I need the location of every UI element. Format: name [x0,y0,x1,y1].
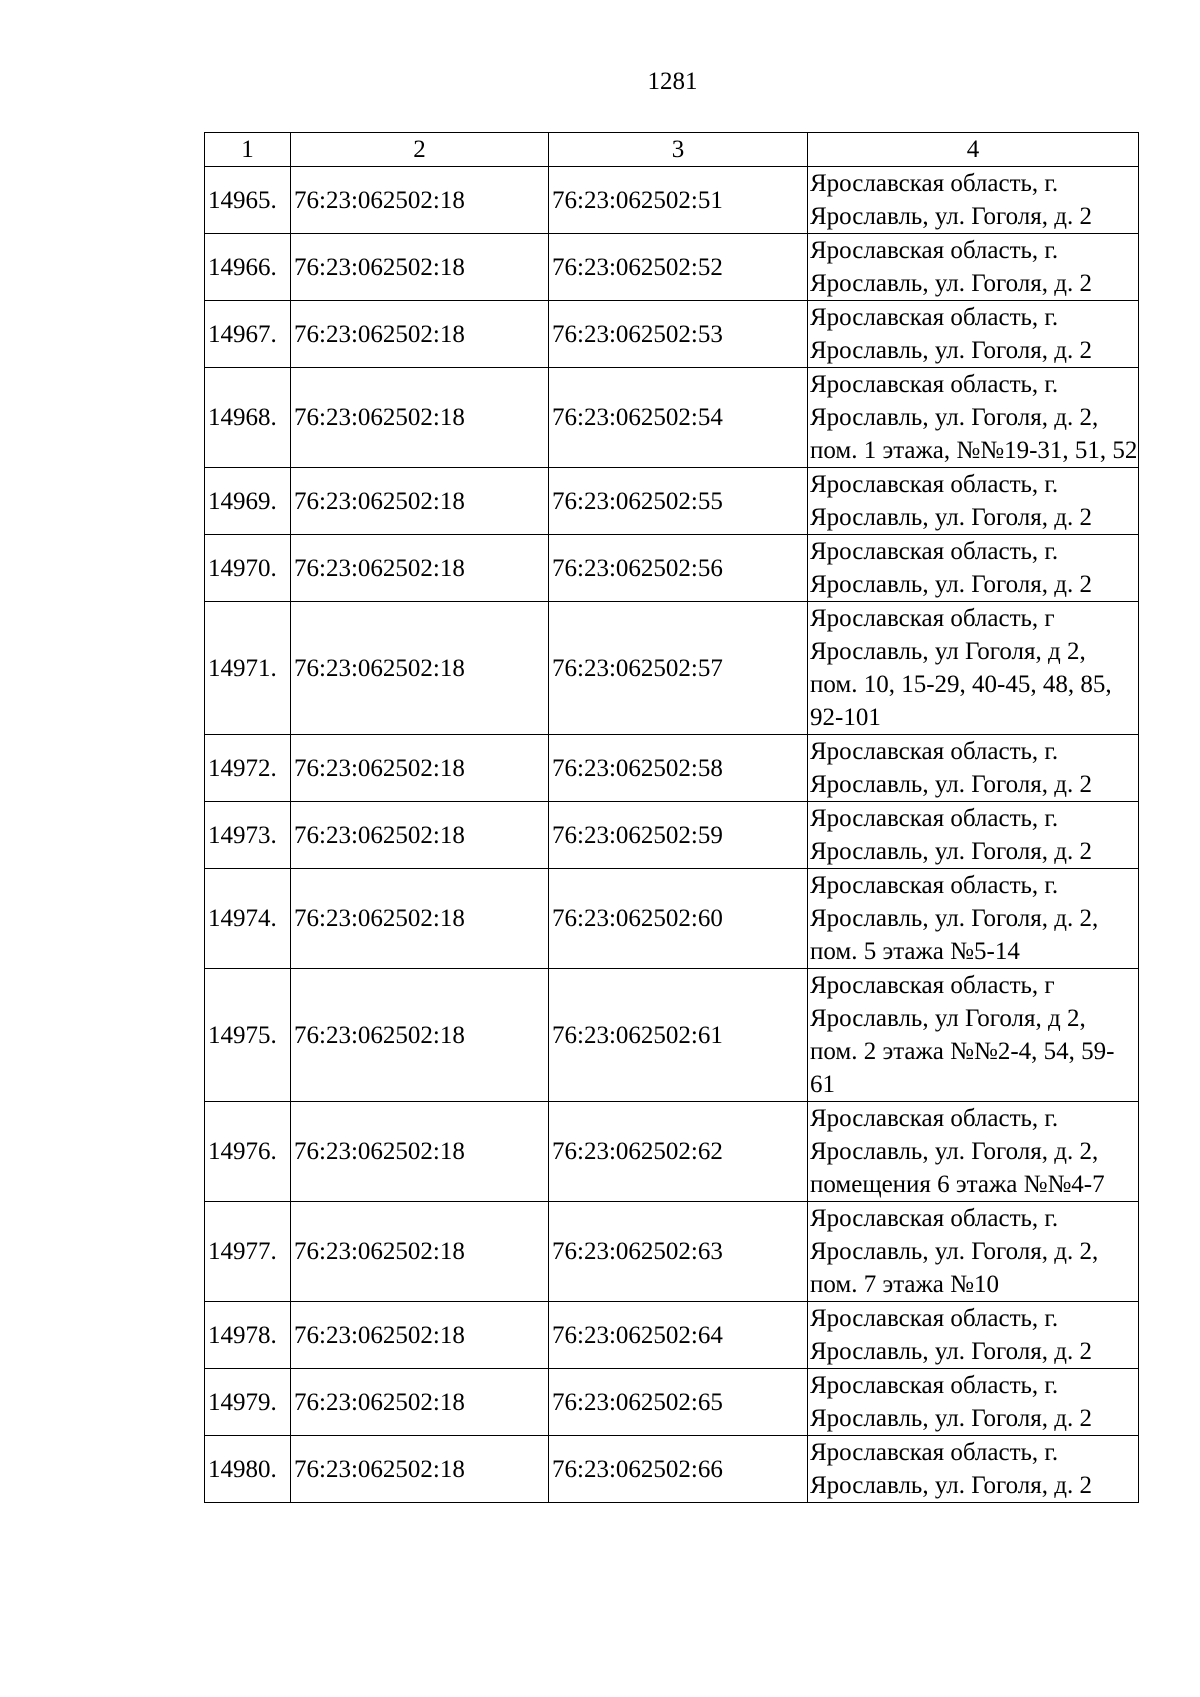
cadastral-number-cell: 76:23:062502:57 [549,602,808,735]
table-row [205,301,1139,368]
address-cell: Ярославская область, г. Ярославль, ул. Гоголя, д. 2, пом. 7 этажа №10 [808,1202,1139,1302]
row-number-cell: 14966. [205,234,291,301]
parent-cadastral-cell: 76:23:062502:18 [291,1102,549,1202]
parent-cadastral-cell: 76:23:062502:18 [291,1202,549,1302]
parent-cadastral-cell: 76:23:062502:18 [291,468,549,535]
row-number-cell: 14972. [205,735,291,802]
address-cell: Ярославская область, г. Ярославль, ул. Гоголя, д. 2, помещения 6 этажа №№4-7 [808,1102,1139,1202]
parent-cadastral-cell: 76:23:062502:18 [291,535,549,602]
table-body [205,167,1139,1503]
address-cell: Ярославская область, г. Ярославль, ул. Гоголя, д. 2, пом. 1 этажа, №№19-31, 51, 52 [808,368,1139,468]
address-cell: Ярославская область, г. Ярославль, ул. Гоголя, д. 2 [808,1369,1139,1436]
table-row [205,234,1139,301]
address-cell: Ярославская область, г. Ярославль, ул. Гоголя, д. 2 [808,535,1139,602]
cadastral-number-cell: 76:23:062502:63 [549,1202,808,1302]
parent-cadastral-cell: 76:23:062502:18 [291,1302,549,1369]
cadastral-number-cell: 76:23:062502:61 [549,969,808,1102]
cadastral-number-cell: 76:23:062502:60 [549,869,808,969]
parent-cadastral-cell: 76:23:062502:18 [291,735,549,802]
table-header [205,133,1139,167]
address-cell: Ярославская область, г Ярославль, ул Гоголя, д 2, пом. 2 этажа №№2-4, 54, 59-61 [808,969,1139,1102]
address-cell: Ярославская область, г. Ярославль, ул. Гоголя, д. 2 [808,802,1139,869]
row-number-cell: 14970. [205,535,291,602]
parent-cadastral-cell: 76:23:062502:18 [291,368,549,468]
address-cell: Ярославская область, г. Ярославль, ул. Гоголя, д. 2 [808,735,1139,802]
page-number: 1281 [647,68,698,95]
row-number-cell: 14978. [205,1302,291,1369]
table-row [205,602,1139,735]
table-row [205,468,1139,535]
address-cell: Ярославская область, г. Ярославль, ул. Гоголя, д. 2 [808,468,1139,535]
table-row [205,735,1139,802]
parent-cadastral-cell: 76:23:062502:18 [291,234,549,301]
cadastral-number-cell: 76:23:062502:59 [549,802,808,869]
column-header-1: 1 [205,133,291,167]
parent-cadastral-cell: 76:23:062502:18 [291,1369,549,1436]
cadastral-number-cell: 76:23:062502:51 [549,167,808,234]
column-header-4: 4 [808,133,1139,167]
column-header-3: 3 [549,133,808,167]
table-row [205,969,1139,1102]
cadastral-number-cell: 76:23:062502:52 [549,234,808,301]
address-cell: Ярославская область, г. Ярославль, ул. Гоголя, д. 2 [808,1302,1139,1369]
address-cell: Ярославская область, г Ярославль, ул Гоголя, д 2, пом. 10, 15-29, 40-45, 48, 85, 92-101 [808,602,1139,735]
parent-cadastral-cell: 76:23:062502:18 [291,1436,549,1503]
cadastral-number-cell: 76:23:062502:55 [549,468,808,535]
table-row [205,802,1139,869]
table-row [205,1369,1139,1436]
row-number-cell: 14974. [205,869,291,969]
parent-cadastral-cell: 76:23:062502:18 [291,301,549,368]
cadastral-number-cell: 76:23:062502:54 [549,368,808,468]
row-number-cell: 14971. [205,602,291,735]
row-number-cell: 14980. [205,1436,291,1503]
row-number-cell: 14969. [205,468,291,535]
row-number-cell: 14977. [205,1202,291,1302]
cadastral-number-cell: 76:23:062502:58 [549,735,808,802]
row-number-cell: 14976. [205,1102,291,1202]
header-row [205,133,1139,167]
row-number-cell: 14965. [205,167,291,234]
cadastral-number-cell: 76:23:062502:62 [549,1102,808,1202]
column-header-2: 2 [291,133,549,167]
cadastral-number-cell: 76:23:062502:56 [549,535,808,602]
parent-cadastral-cell: 76:23:062502:18 [291,802,549,869]
parent-cadastral-cell: 76:23:062502:18 [291,167,549,234]
table-row [205,167,1139,234]
address-cell: Ярославская область, г. Ярославль, ул. Гоголя, д. 2 [808,1436,1139,1503]
table-row [205,535,1139,602]
table-row [205,1202,1139,1302]
table-row [205,1436,1139,1503]
row-number-cell: 14979. [205,1369,291,1436]
registry-table [204,132,1139,1503]
address-cell: Ярославская область, г. Ярославль, ул. Гоголя, д. 2, пом. 5 этажа №5-14 [808,869,1139,969]
parent-cadastral-cell: 76:23:062502:18 [291,869,549,969]
cadastral-number-cell: 76:23:062502:66 [549,1436,808,1503]
row-number-cell: 14973. [205,802,291,869]
parent-cadastral-cell: 76:23:062502:18 [291,969,549,1102]
cadastral-number-cell: 76:23:062502:53 [549,301,808,368]
table-row [205,368,1139,468]
table-row [205,1102,1139,1202]
row-number-cell: 14968. [205,368,291,468]
table-row [205,869,1139,969]
address-cell: Ярославская область, г. Ярославль, ул. Гоголя, д. 2 [808,301,1139,368]
table-row [205,1302,1139,1369]
parent-cadastral-cell: 76:23:062502:18 [291,602,549,735]
cadastral-number-cell: 76:23:062502:64 [549,1302,808,1369]
cadastral-number-cell: 76:23:062502:65 [549,1369,808,1436]
address-cell: Ярославская область, г. Ярославль, ул. Гоголя, д. 2 [808,167,1139,234]
row-number-cell: 14975. [205,969,291,1102]
row-number-cell: 14967. [205,301,291,368]
address-cell: Ярославская область, г. Ярославль, ул. Гоголя, д. 2 [808,234,1139,301]
